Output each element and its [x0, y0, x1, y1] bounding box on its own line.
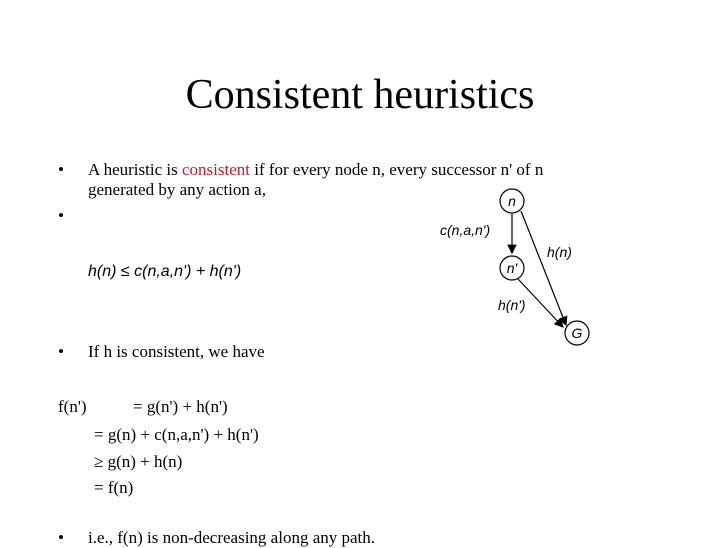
- bullet-if-consistent-text: If h is consistent, we have: [88, 342, 265, 361]
- edge-h-nprime-label: h(n'): [498, 297, 526, 313]
- slide-title: Consistent heuristics: [185, 72, 535, 118]
- derivation-line1: = g(n') + h(n'): [133, 397, 228, 416]
- edge-n-to-goal: [521, 211, 566, 325]
- bullet-definition-line1: A heuristic is consistent if for every node n, every successor n' of n: [88, 160, 544, 179]
- node-goal-label: G: [571, 325, 583, 341]
- bullet-definition-line2: generated by any action a,: [88, 180, 266, 199]
- consistency-triangle-diagram: [430, 185, 600, 355]
- edge-cost-label: c(n,a,n'): [440, 222, 491, 238]
- derivation-line3: ≥ g(n) + h(n): [94, 452, 183, 471]
- consistency-formula: h(n) ≤ c(n,a,n') + h(n'): [88, 263, 242, 280]
- derivation-lhs: f(n'): [58, 397, 87, 416]
- edge-h-n-label: h(n): [547, 244, 572, 260]
- derivation-line2: = g(n) + c(n,a,n') + h(n'): [94, 425, 259, 444]
- node-n-prime-label: n': [506, 260, 518, 276]
- bullet-symbol: •: [58, 160, 64, 179]
- bullet-symbol: •: [58, 528, 64, 547]
- bullet-symbol: •: [58, 206, 64, 225]
- derivation-line4: = f(n): [94, 478, 134, 497]
- bullet-non-decreasing-text: i.e., f(n) is non-decreasing along any path.: [88, 528, 376, 547]
- bullet-symbol: •: [58, 342, 64, 361]
- highlight-consistent: consistent: [181, 160, 250, 179]
- node-n-label: n: [508, 193, 516, 209]
